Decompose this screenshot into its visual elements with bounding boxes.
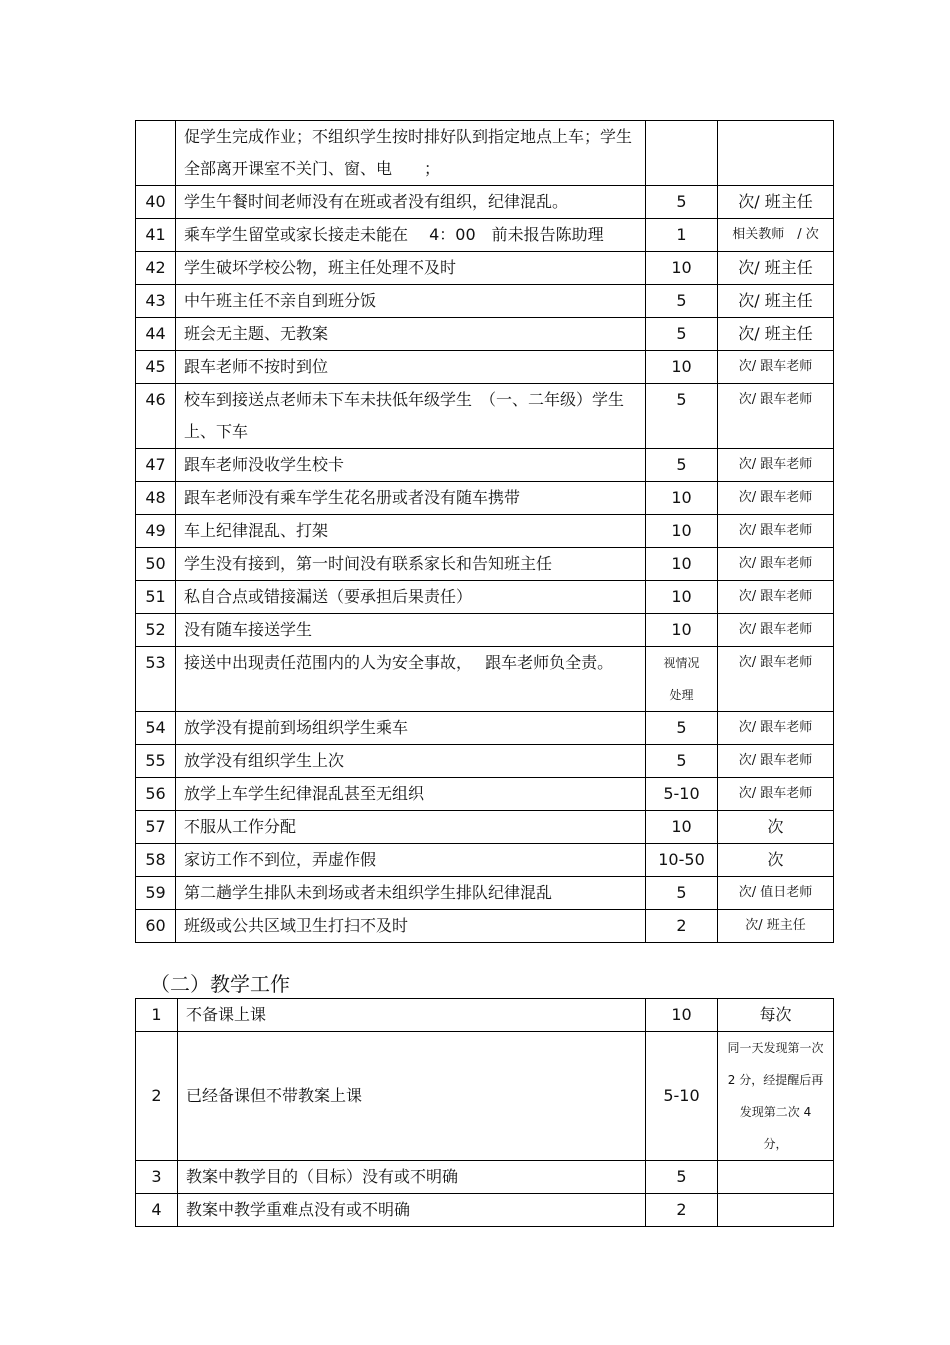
row-score: 5 [646, 449, 718, 482]
row-description: 中午班主任不亲自到班分饭 [176, 285, 646, 318]
table-row [136, 1161, 834, 1194]
row-description: 班会无主题、无教案 [176, 318, 646, 351]
row-number: 56 [136, 778, 176, 811]
row-description: 已经备课但不带教案上课 [178, 1032, 646, 1161]
row-number: 59 [136, 877, 176, 910]
row-unit: 次/ 跟车老师 [718, 515, 834, 548]
row-score: 10 [646, 614, 718, 647]
deduction-table [135, 120, 834, 943]
row-number: 43 [136, 285, 176, 318]
row-score: 5 [646, 712, 718, 745]
row-unit: 次/ 跟车老师 [718, 581, 834, 614]
row-description: 乘车学生留堂或家长接走未能在 4：00 前未报告陈助理 [176, 219, 646, 252]
table-row [136, 999, 834, 1032]
row-score: 1 [646, 219, 718, 252]
row-description: 放学没有组织学生上次 [176, 745, 646, 778]
row-number: 58 [136, 844, 176, 877]
row-unit: 次/ 跟车老师 [718, 449, 834, 482]
row-description: 家访工作不到位，弄虚作假 [176, 844, 646, 877]
table-row [136, 318, 834, 351]
table-row [136, 910, 834, 943]
row-description: 校车到接送点老师未下车未扶低年级学生 （一、二年级）学生上、下车 [176, 384, 646, 449]
row-unit: 相关教师 / 次 [718, 219, 834, 252]
row-score: 10 [646, 548, 718, 581]
table-row [136, 647, 834, 712]
row-number: 41 [136, 219, 176, 252]
row-description: 私自合点或错接漏送（要承担后果责任） [176, 581, 646, 614]
row-description: 放学没有提前到场组织学生乘车 [176, 712, 646, 745]
row-unit: 次/ 跟车老师 [718, 384, 834, 449]
row-unit: 次/ 班主任 [718, 910, 834, 943]
row-score: 2 [646, 1194, 718, 1227]
table-row [136, 252, 834, 285]
table-row [136, 121, 834, 186]
table-row [136, 712, 834, 745]
row-unit: 次/ 班主任 [718, 318, 834, 351]
row-number: 47 [136, 449, 176, 482]
row-number: 1 [136, 999, 178, 1032]
row-unit: 每次 [718, 999, 834, 1032]
row-score: 10 [646, 351, 718, 384]
table-row [136, 877, 834, 910]
row-score: 10-50 [646, 844, 718, 877]
row-unit [718, 1161, 834, 1194]
table-row [136, 449, 834, 482]
table-row [136, 285, 834, 318]
row-description: 第二趟学生排队未到场或者未组织学生排队纪律混乱 [176, 877, 646, 910]
section-title: （二）教学工作 [150, 972, 290, 996]
row-score [646, 121, 718, 186]
row-number: 49 [136, 515, 176, 548]
row-score: 视情况处理 [646, 647, 718, 712]
row-number [136, 121, 176, 186]
row-unit: 次/ 跟车老师 [718, 614, 834, 647]
row-unit: 同一天发现第一次 2 分，经提醒后再发现第二次 4 分， [718, 1032, 834, 1161]
table-row [136, 384, 834, 449]
table-row [136, 515, 834, 548]
row-number: 52 [136, 614, 176, 647]
row-unit: 次 [718, 811, 834, 844]
row-number: 40 [136, 186, 176, 219]
row-number: 53 [136, 647, 176, 712]
row-score: 5 [646, 186, 718, 219]
row-score: 10 [646, 999, 718, 1032]
table-row [136, 778, 834, 811]
row-description: 不备课上课 [178, 999, 646, 1032]
row-unit: 次 [718, 844, 834, 877]
row-description: 促学生完成作业；不组织学生按时排好队到指定地点上车；学生全部离开课室不关门、窗、电 ； [176, 121, 646, 186]
row-description: 跟车老师没收学生校卡 [176, 449, 646, 482]
row-score: 2 [646, 910, 718, 943]
row-score: 5 [646, 877, 718, 910]
row-number: 4 [136, 1194, 178, 1227]
row-unit: 次/ 跟车老师 [718, 482, 834, 515]
table-row [136, 844, 834, 877]
row-score: 5 [646, 1161, 718, 1194]
row-unit [718, 1194, 834, 1227]
row-description: 班级或公共区域卫生打扫不及时 [176, 910, 646, 943]
row-unit: 次/ 跟车老师 [718, 548, 834, 581]
row-unit: 次/ 班主任 [718, 285, 834, 318]
row-number: 46 [136, 384, 176, 449]
row-description: 车上纪律混乱、打架 [176, 515, 646, 548]
row-description: 教案中教学重难点没有或不明确 [178, 1194, 646, 1227]
row-description: 放学上车学生纪律混乱甚至无组织 [176, 778, 646, 811]
row-number: 57 [136, 811, 176, 844]
row-score: 5 [646, 285, 718, 318]
row-score: 5-10 [646, 778, 718, 811]
row-number: 45 [136, 351, 176, 384]
row-number: 50 [136, 548, 176, 581]
row-number: 3 [136, 1161, 178, 1194]
row-description: 跟车老师没有乘车学生花名册或者没有随车携带 [176, 482, 646, 515]
row-score: 5 [646, 318, 718, 351]
teaching-table [135, 998, 834, 1227]
row-number: 60 [136, 910, 176, 943]
row-number: 51 [136, 581, 176, 614]
row-number: 54 [136, 712, 176, 745]
row-unit: 次/ 值日老师 [718, 877, 834, 910]
row-unit: 次/ 跟车老师 [718, 778, 834, 811]
row-unit [718, 121, 834, 186]
table-row [136, 1032, 834, 1161]
row-score: 5 [646, 745, 718, 778]
row-score: 10 [646, 581, 718, 614]
row-description: 教案中教学目的（目标）没有或不明确 [178, 1161, 646, 1194]
row-score: 10 [646, 811, 718, 844]
row-number: 42 [136, 252, 176, 285]
row-description: 跟车老师不按时到位 [176, 351, 646, 384]
row-number: 48 [136, 482, 176, 515]
table-row [136, 745, 834, 778]
row-unit: 次/ 跟车老师 [718, 712, 834, 745]
table-row [136, 186, 834, 219]
row-unit: 次/ 跟车老师 [718, 647, 834, 712]
table-row [136, 614, 834, 647]
row-description: 接送中出现责任范围内的人为安全事故， 跟车老师负全责。 [176, 647, 646, 712]
table-row [136, 548, 834, 581]
row-score: 10 [646, 515, 718, 548]
row-unit: 次/ 班主任 [718, 252, 834, 285]
table-row [136, 1194, 834, 1227]
row-description: 学生破坏学校公物，班主任处理不及时 [176, 252, 646, 285]
row-score: 10 [646, 482, 718, 515]
table-row [136, 219, 834, 252]
row-score: 5 [646, 384, 718, 449]
row-unit: 次/ 班主任 [718, 186, 834, 219]
table-row [136, 581, 834, 614]
row-description: 没有随车接送学生 [176, 614, 646, 647]
row-description: 不服从工作分配 [176, 811, 646, 844]
row-number: 44 [136, 318, 176, 351]
row-score: 5-10 [646, 1032, 718, 1161]
row-unit: 次/ 跟车老师 [718, 351, 834, 384]
row-score: 10 [646, 252, 718, 285]
table-row [136, 482, 834, 515]
row-number: 55 [136, 745, 176, 778]
row-unit: 次/ 跟车老师 [718, 745, 834, 778]
row-number: 2 [136, 1032, 178, 1161]
table-row [136, 351, 834, 384]
row-description: 学生午餐时间老师没有在班或者没有组织，纪律混乱。 [176, 186, 646, 219]
table-row [136, 811, 834, 844]
row-description: 学生没有接到，第一时间没有联系家长和告知班主任 [176, 548, 646, 581]
